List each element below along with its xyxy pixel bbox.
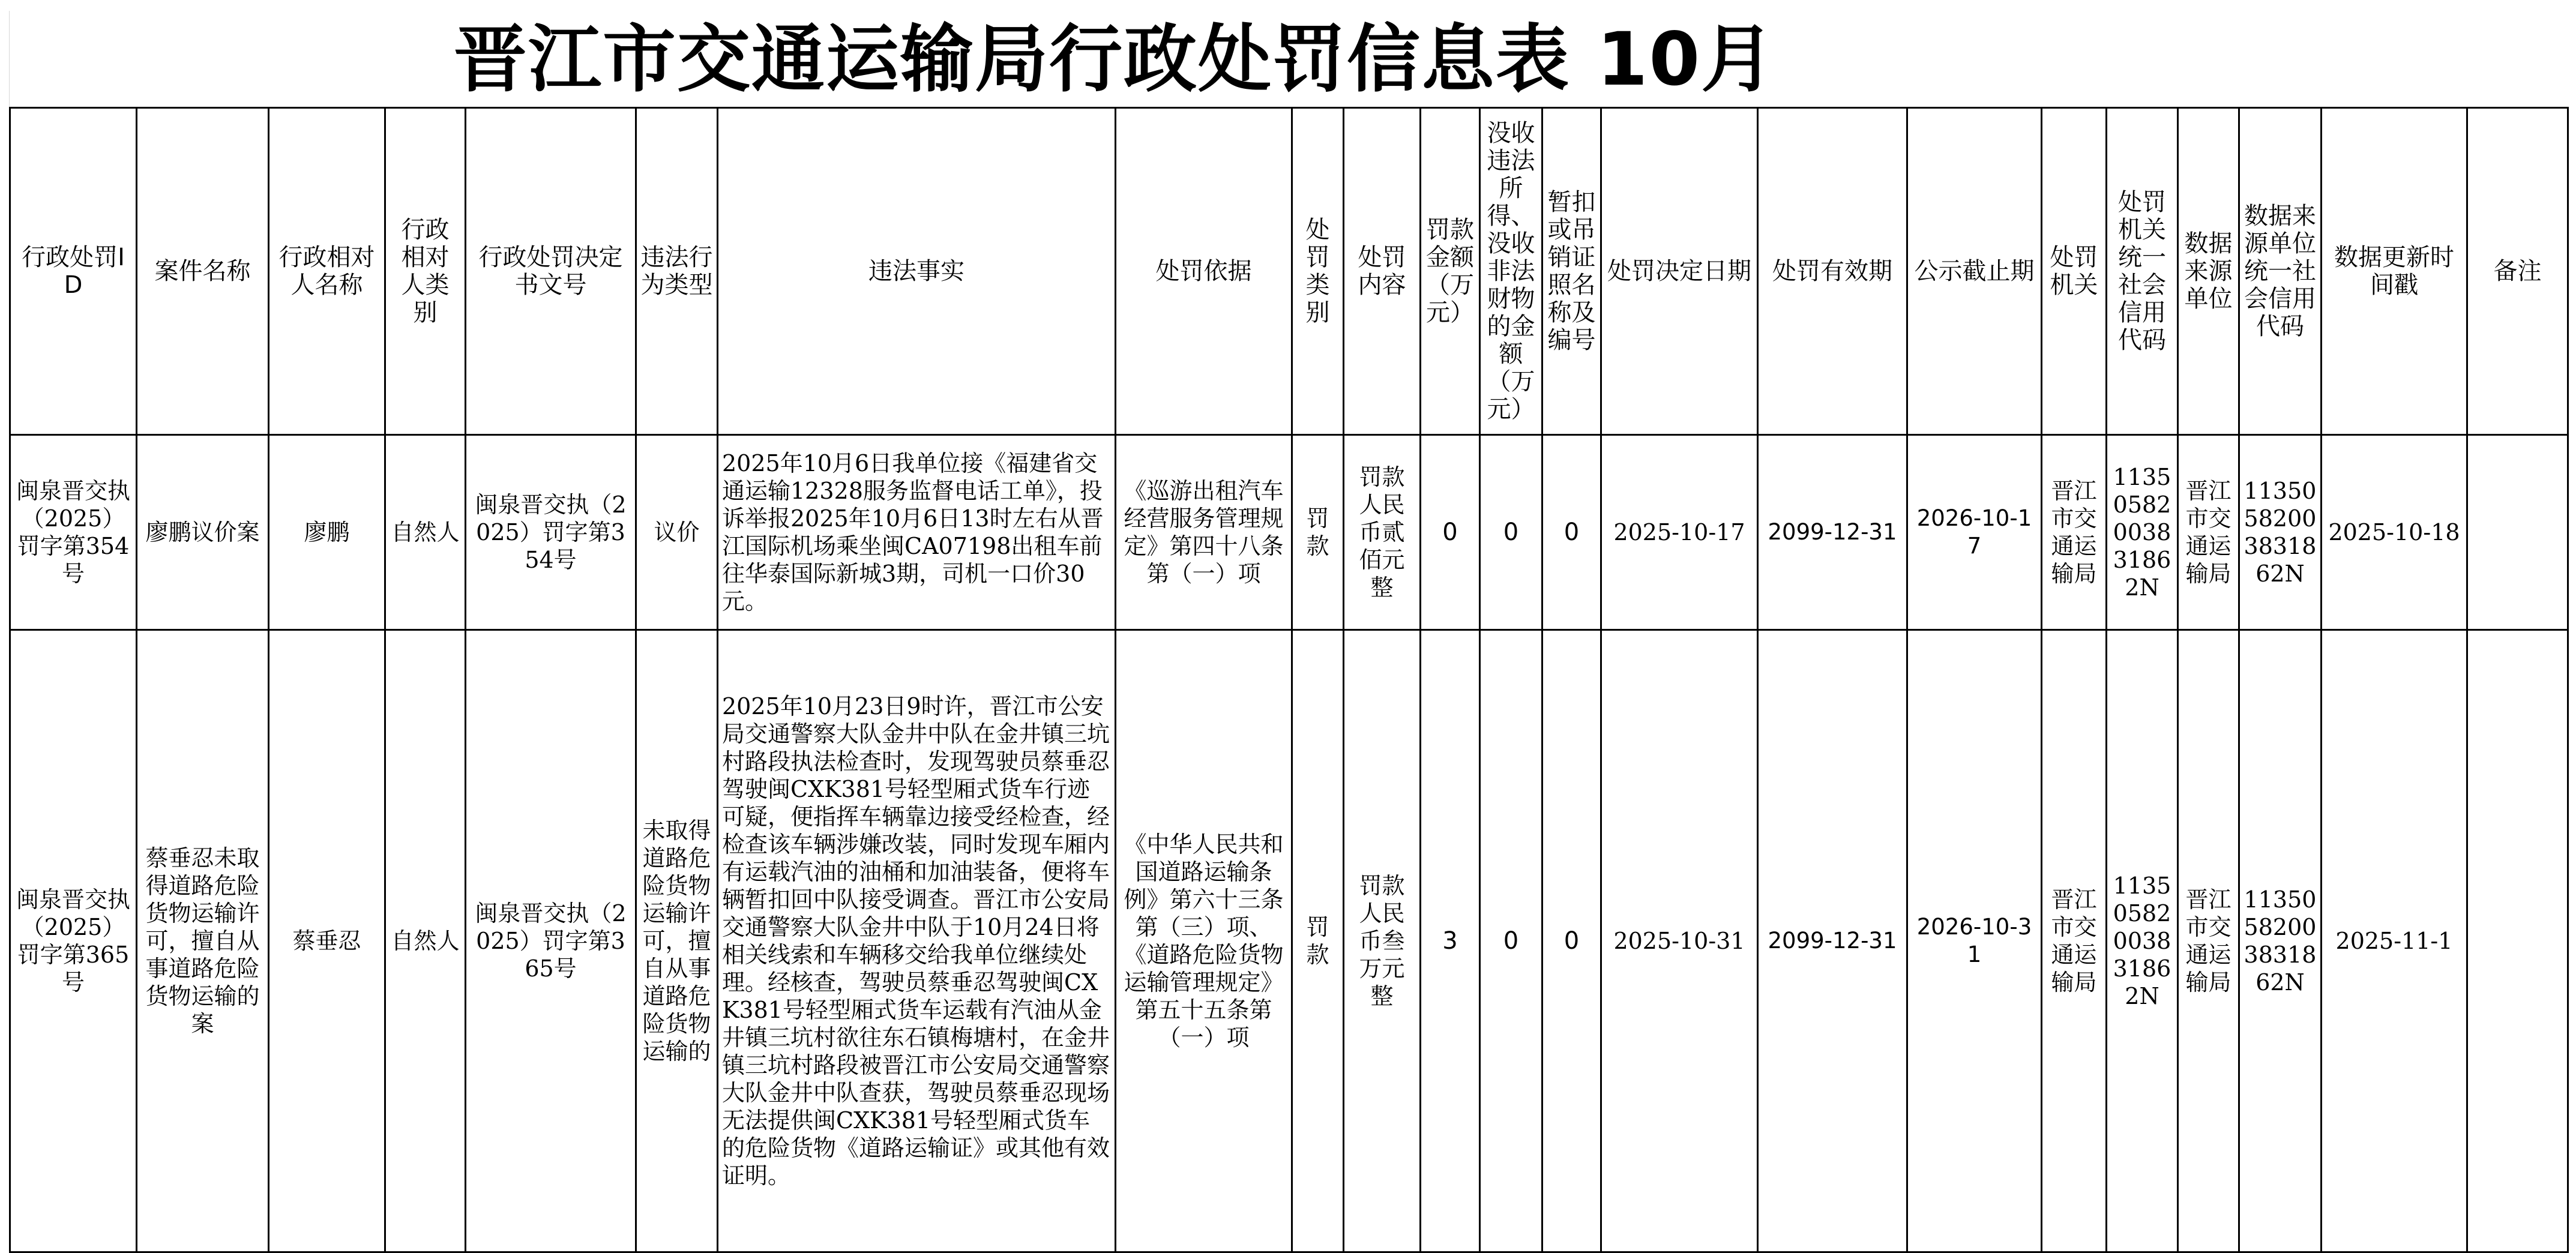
cell-basis: 《中华人民共和国道路运输条例》第六十三条第（三）项、《道路危险货物运输管理规定》第五十五条第（一）项 [1116,630,1292,1252]
cell-source-unit: 晋江市交通运输局 [2178,630,2239,1252]
cell-category: 罚款 [1292,435,1344,630]
cell-note [2467,630,2568,1252]
cell-party-type: 自然人 [385,435,466,630]
header-cell: 没收违法所得、没收非法财物的金额（万元） [1480,108,1542,435]
cell-license: 0 [1542,435,1601,630]
cell-confiscated: 0 [1480,630,1542,1252]
cell-updated: 2025-11-1 [2322,630,2467,1252]
header-cell: 处罚决定日期 [1601,108,1758,435]
header-cell: 案件名称 [137,108,269,435]
header-cell: 数据来源单位 [2178,108,2239,435]
cell-facts: 2025年10月23日9时许，晋江市公安局交通警察大队金井中队在金井镇三坑村路段执法检查时，发现驾驶员蔡垂忍驾驶闽CXK381号轻型厢式货车行迹可疑，便指挥车辆靠边接受经检查，经检查该车辆涉嫌改装，同时发现车厢内有运载汽油的油桶和加油装备，便将车辆暂扣回中队接受调查。晋江市公安局交通警察大队金井中队于10月24日将相关线索和车辆移交给我单位继续处理。经核查，驾驶员蔡垂忍驾驶闽CXK381号轻型厢式货车运载有汽油从金井镇三坑村欲往东石镇梅塘村，在金井镇三坑村路段被晋江市公安局交通警察大队金井中队查获，驾驶员蔡垂忍现场无法提供闽CXK381号轻型厢式货车的危险货物《道路运输证》或其他有效证明。 [718,630,1116,1252]
cell-id: 闽泉晋交执（2025）罚字第354号 [10,435,137,630]
cell-party-type: 自然人 [385,630,466,1252]
cell-case-name: 廖鹏议价案 [137,435,269,630]
cell-source-unit: 晋江市交通运输局 [2178,435,2239,630]
header-cell: 处罚机关 [2042,108,2107,435]
cell-decision-date: 2025-10-31 [1601,630,1758,1252]
cell-publicity-end: 2026-10-31 [1907,630,2042,1252]
header-cell: 数据来源单位统一社会信用代码 [2239,108,2322,435]
cell-fine: 3 [1421,630,1480,1252]
cell-id: 闽泉晋交执（2025）罚字第365号 [10,630,137,1252]
header-cell: 暂扣或吊销证照名称及编号 [1542,108,1601,435]
cell-facts: 2025年10月6日我单位接《福建省交通运输12328服务监督电话工单》，投诉举报2025年10月6日13时左右从晋江国际机场乘坐闽CA07198出租车前往华泰国际新城3期，司机一口价30元。 [718,435,1116,630]
header-row [10,108,2568,435]
penalty-table [9,107,2569,1253]
header-cell: 处罚类别 [1292,108,1344,435]
header-cell: 公示截止期 [1907,108,2042,435]
header-cell: 行政处罚决定书文号 [466,108,636,435]
header-cell: 罚款金额（万元） [1421,108,1480,435]
cell-case-name: 蔡垂忍未取得道路危险货物运输许可，擅自从事道路危险货物运输的案 [137,630,269,1252]
cell-doc-no: 闽泉晋交执（2025）罚字第365号 [466,630,636,1252]
cell-publicity-end: 2026-10-17 [1907,435,2042,630]
cell-updated: 2025-10-18 [2322,435,2467,630]
header-cell: 违法事实 [718,108,1116,435]
cell-authority-code: 11350582003831862N [2107,630,2178,1252]
cell-violation-type: 未取得道路危险货物运输许可，擅自从事道路危险货物运输的 [636,630,718,1252]
cell-note [2467,435,2568,630]
table-row [10,630,2568,1252]
cell-doc-no: 闽泉晋交执（2025）罚字第354号 [466,435,636,630]
cell-content: 罚款人民币叁万元整 [1344,630,1421,1252]
cell-authority: 晋江市交通运输局 [2042,630,2107,1252]
header-cell: 数据更新时间戳 [2322,108,2467,435]
cell-content: 罚款人民币贰佰元整 [1344,435,1421,630]
header-cell: 违法行为类型 [636,108,718,435]
header-cell: 行政相对人类别 [385,108,466,435]
cell-violation-type: 议价 [636,435,718,630]
cell-confiscated: 0 [1480,435,1542,630]
header-cell: 行政相对人名称 [269,108,385,435]
cell-valid-until: 2099-12-31 [1758,630,1907,1252]
cell-category: 罚款 [1292,630,1344,1252]
cell-fine: 0 [1421,435,1480,630]
header-cell: 处罚有效期 [1758,108,1907,435]
sheet-title: 晋江市交通运输局行政处罚信息表 10月 [454,17,1776,102]
cell-basis: 《巡游出租汽车经营服务管理规定》第四十八条第（一）项 [1116,435,1292,630]
table-row [10,435,2568,630]
cell-decision-date: 2025-10-17 [1601,435,1758,630]
header-cell: 处罚机关统一社会信用代码 [2107,108,2178,435]
cell-source-code: 11350582003831862N [2239,435,2322,630]
cell-authority-code: 11350582003831862N [2107,435,2178,630]
cell-source-code: 11350582003831862N [2239,630,2322,1252]
header-cell: 处罚依据 [1116,108,1292,435]
cell-valid-until: 2099-12-31 [1758,435,1907,630]
header-cell: 行政处罚ID [10,108,137,435]
cell-party-name: 蔡垂忍 [269,630,385,1252]
cell-party-name: 廖鹏 [269,435,385,630]
header-cell: 备注 [2467,108,2568,435]
cell-authority: 晋江市交通运输局 [2042,435,2107,630]
cell-license: 0 [1542,630,1601,1252]
header-cell: 处罚内容 [1344,108,1421,435]
title-row [9,11,2568,107]
